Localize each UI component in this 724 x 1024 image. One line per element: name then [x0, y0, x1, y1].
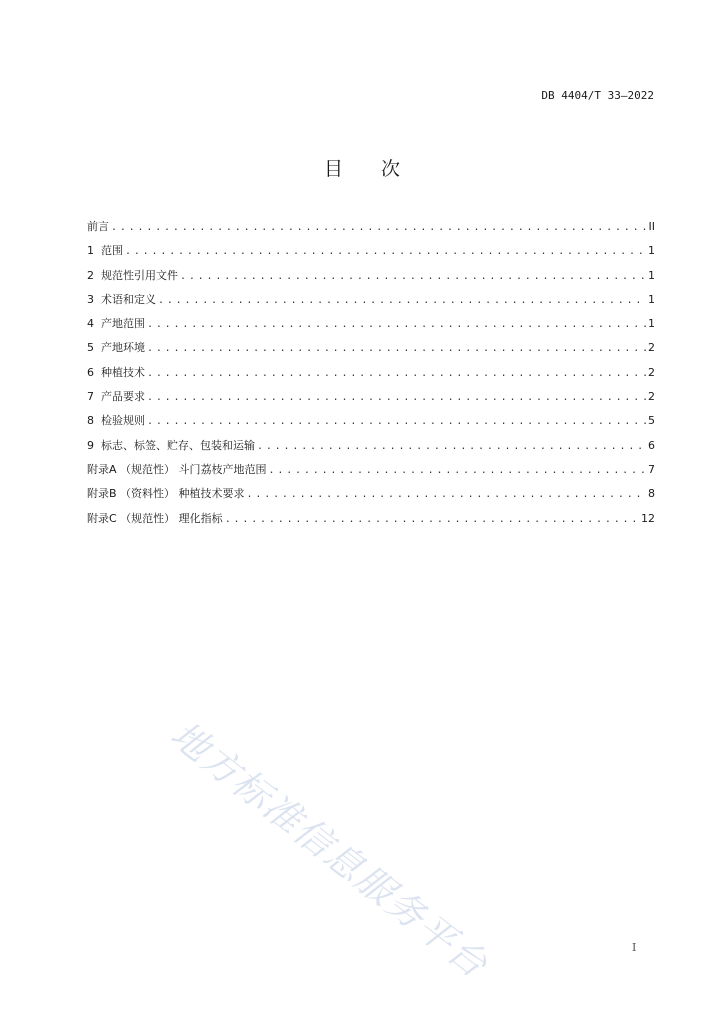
toc-entry-production-area[interactable]	[87, 315, 655, 339]
table-of-contents	[87, 218, 655, 534]
toc-entry-label: 7 产品要求	[87, 390, 145, 404]
toc-entry-label: 附录A （规范性） 斗门荔枝产地范围	[87, 462, 267, 476]
toc-entry-annex-c[interactable]	[87, 510, 655, 534]
toc-entry-page: II	[648, 220, 655, 233]
toc-entry-page: 2	[648, 365, 655, 379]
toc-entry-production-environment[interactable]	[87, 339, 655, 363]
toc-leader-dots	[147, 343, 646, 354]
toc-leader-dots	[158, 295, 646, 306]
toc-entry-terms-definitions[interactable]	[87, 291, 655, 315]
toc-entry-foreword[interactable]	[87, 218, 655, 242]
toc-leader-dots	[111, 222, 647, 233]
toc-leader-dots	[257, 441, 646, 452]
toc-entry-label: 8 检验规则	[87, 414, 145, 428]
toc-leader-dots	[247, 489, 646, 500]
toc-entry-marking-labeling[interactable]	[87, 437, 655, 461]
toc-entry-label: 9 标志、标签、贮存、包装和运输	[87, 438, 255, 452]
page-title	[0, 154, 724, 181]
toc-entry-page: 6	[648, 438, 655, 452]
toc-entry-page: 1	[648, 268, 655, 282]
toc-entry-page: 8	[648, 487, 655, 501]
toc-leader-dots	[147, 368, 646, 379]
page-title-char-1: 目	[323, 158, 343, 180]
document-code: DB 4404/T 33—2022	[541, 89, 654, 102]
page-title-char-2: 次	[381, 158, 401, 180]
toc-entry-page: 1	[648, 244, 655, 258]
toc-entry-normative-references[interactable]	[87, 267, 655, 291]
toc-entry-annex-a[interactable]	[87, 461, 655, 485]
toc-leader-dots	[147, 319, 646, 330]
page-number: I	[632, 941, 637, 954]
toc-entry-scope[interactable]	[87, 242, 655, 266]
toc-entry-label: 3 术语和定义	[87, 292, 156, 306]
toc-entry-inspection-rules[interactable]	[87, 412, 655, 436]
toc-entry-page: 2	[648, 390, 655, 404]
toc-entry-label: 2 规范性引用文件	[87, 268, 178, 282]
toc-entry-label: 1 范围	[87, 244, 123, 258]
toc-entry-page: 12	[641, 511, 655, 525]
toc-entry-planting-technology[interactable]	[87, 364, 655, 388]
toc-leader-dots	[180, 271, 646, 282]
toc-entry-label: 附录B （资料性） 种植技术要求	[87, 487, 245, 501]
toc-entry-label: 附录C （规范性） 理化指标	[87, 511, 223, 525]
toc-entry-page: 1	[648, 292, 655, 306]
toc-entry-product-requirements[interactable]	[87, 388, 655, 412]
watermark-text: 地方标准信息服务平台	[162, 712, 497, 987]
toc-entry-page: 7	[648, 462, 655, 476]
toc-entry-label: 4 产地范围	[87, 317, 145, 331]
toc-entry-page: 2	[648, 341, 655, 355]
toc-entry-annex-b[interactable]	[87, 485, 655, 509]
toc-entry-label: 6 种植技术	[87, 365, 145, 379]
toc-entry-page: 1	[648, 317, 655, 331]
toc-leader-dots	[125, 246, 646, 257]
toc-entry-label: 5 产地环境	[87, 341, 145, 355]
toc-leader-dots	[269, 465, 646, 476]
toc-entry-page: 5	[648, 414, 655, 428]
toc-leader-dots	[225, 514, 639, 525]
toc-leader-dots	[147, 392, 646, 403]
toc-leader-dots	[147, 416, 646, 427]
toc-entry-label: 前言	[87, 220, 109, 233]
